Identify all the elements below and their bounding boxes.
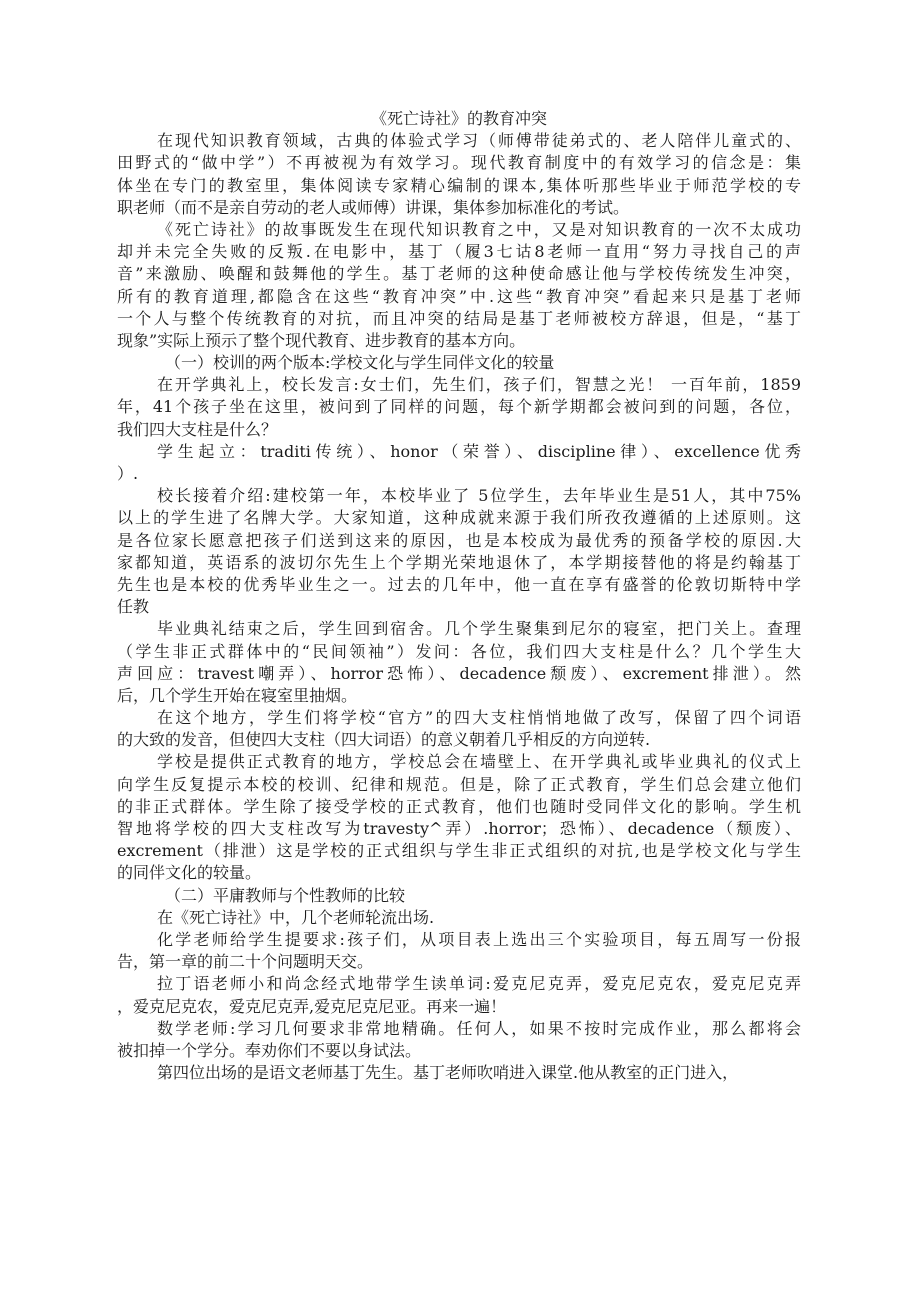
section-heading	[117, 352, 801, 374]
text-line: 在现代知识教育领域，古典的体验式学习（师傅带徒弟式的、老人陪伴儿童式的、	[157, 131, 801, 151]
text-line: 音”来激励、唤醒和鼓舞他的学生。基丁老师的这种使命感让他与学校传统发生冲突，	[117, 264, 801, 284]
document-body	[117, 130, 801, 1084]
paragraph	[117, 1018, 801, 1062]
text-line: 被扣掉一个学分。奉劝你们不要以身试法。	[117, 1040, 422, 1060]
text-line: 是各位家长愿意把孩子们送到这来的原因，也是本校成为最优秀的预备学校的原因.大	[117, 530, 801, 550]
text-line: 以上的学生进了名牌大学。大家知道，这种成就来源于我们所孜孜遵循的上述原则。这	[117, 508, 801, 528]
text-line: 先生也是本校的优秀毕业生之一。过去的几年中，他一直在享有盛誉的伦敦切斯特中学	[117, 574, 801, 594]
paragraph	[117, 130, 801, 219]
text-line: 学生起立：traditi传统）、honor（荣誉）、discipline律）、excellence优秀	[157, 441, 801, 461]
text-line: 拉丁语老师小和尚念经式地带学生读单词:爱克尼克弄，爱克尼克农，爱克尼克弄	[157, 974, 801, 994]
text-line: 田野式的“做中学”）不再被视为有效学习。现代教育制度中的有效学习的信念是：集	[117, 153, 801, 173]
paragraph	[117, 707, 801, 751]
text-line: 任教	[117, 597, 150, 617]
text-line: 一个人与整个传统教育的对抗，而且冲突的结局是基丁老师被校方辞退，但是，“基丁	[117, 308, 801, 328]
text-line: ，爱克尼克农，爱克尼克弄,爱克尼克尼亚。再来一遍！	[117, 996, 507, 1016]
paragraph	[117, 751, 801, 884]
document-page	[117, 108, 801, 1084]
text-line: 声回应：travest嘲弄）、horror恐怖）、decadence颓废）、excrement排泄）。然	[117, 663, 801, 683]
text-line: （学生非正式群体中的“民间领袖”）发问：各位，我们四大支柱是什么？几个学生大	[117, 641, 801, 661]
text-line: 告，第一章的前二十个问题明天交。	[117, 952, 374, 972]
paragraph	[117, 374, 801, 441]
text-line: 在《死亡诗社》中，几个老师轮流出场.	[157, 907, 435, 927]
text-line: 第四位出场的是语文老师基丁先生。基丁老师吹哨进入课堂.他从教室的正门进入，	[157, 1063, 739, 1083]
text-line: 的同伴文化的较量。	[117, 863, 262, 883]
paragraph	[117, 973, 801, 1017]
text-line: 智地将学校的四大支柱改写为travesty^弄）.horror；恐怖）、decadence（颓废）、	[117, 819, 801, 838]
text-line: 向学生反复提示本校的校训、纪律和规范。但是，除了正式教育，学生们总会建立他们	[117, 774, 801, 794]
text-line: 校长接着介绍:建校第一年，本校毕业了 5位学生，去年毕业生是51人，其中75%	[157, 486, 801, 506]
text-line: 《死亡诗社》的故事既发生在现代知识教育之中，又是对知识教育的一次不太成功	[157, 219, 801, 239]
text-line: 化学老师给学生提要求:孩子们，从项目表上选出三个实验项目，每五周写一份报	[157, 929, 801, 949]
paragraph	[117, 219, 801, 352]
text-line: 的非正式群体。学生除了接受学校的正式教育，他们也随时受同伴文化的影响。学生机	[117, 796, 801, 816]
text-line: ）.	[117, 464, 139, 483]
paragraph	[117, 1062, 801, 1084]
text-line: 家都知道，英语系的波切尔先生上个学期光荣地退休了，本学期接替他的将是约翰基丁	[117, 552, 801, 572]
paragraph	[117, 441, 801, 485]
text-line: 职老师（而不是亲自劳动的老人或师傅）讲课，集体参加标准化的考试。	[117, 197, 630, 217]
text-line: 年，41个孩子坐在这里，被问到了同样的问题，每个新学期都会被问到的问题，各位，	[117, 397, 801, 417]
paragraph	[117, 929, 801, 973]
document-title: 《死亡诗社》的教育冲突	[370, 109, 547, 128]
text-line: 在这个地方，学生们将学校“官方”的四大支柱悄悄地做了改写，保留了四个词语	[157, 708, 801, 728]
text-line: 数学老师:学习几何要求非常地精确。任何人，如果不按时完成作业，那么都将会	[157, 1018, 801, 1038]
text-line: （二）平庸教师与个性教师的比较	[165, 885, 406, 905]
text-line: （一）校训的两个版本:学校文化与学生同伴文化的较量	[165, 353, 555, 373]
text-line: excrement（排泄）这是学校的正式组织与学生非正式组织的对抗,也是学校文化与学生	[117, 841, 801, 861]
text-line: 体坐在专门的教室里，集体阅读专家精心编制的课本,集体听那些毕业于师范学校的专	[117, 175, 801, 195]
text-line: 现象”实际上预示了整个现代教育、进步教育的基本方向。	[117, 330, 526, 350]
text-line: 的大致的发音，但使四大支柱（四大词语）的意义朝着几乎相反的方向逆转.	[117, 730, 651, 750]
text-line: 我们四大支柱是什么？	[117, 419, 278, 439]
text-line: 所有的教育道理,都隐含在这些“教育冲突”中.这些“教育冲突”看起来只是基丁老师	[117, 286, 801, 306]
paragraph	[117, 485, 801, 618]
text-line: 在开学典礼上，校长发言:女士们，先生们，孩子们，智慧之光！ 一百年前，1859	[157, 375, 801, 395]
paragraph	[117, 618, 801, 707]
section-heading	[117, 885, 801, 907]
text-line: 却并未完全失败的反叛.在电影中，基丁（履3七诂8老师一直用“努力寻找自己的声	[117, 242, 801, 262]
text-line: 学校是提供正式教育的地方，学校总会在墙壁上、在开学典礼或毕业典礼的仪式上	[157, 752, 801, 772]
text-line: 后，几个学生开始在寝室里抽烟。	[117, 685, 358, 705]
text-line: 毕业典礼结束之后，学生回到宿舍。几个学生聚集到尼尔的寝室，把门关上。查理	[157, 619, 801, 639]
paragraph	[117, 907, 801, 929]
